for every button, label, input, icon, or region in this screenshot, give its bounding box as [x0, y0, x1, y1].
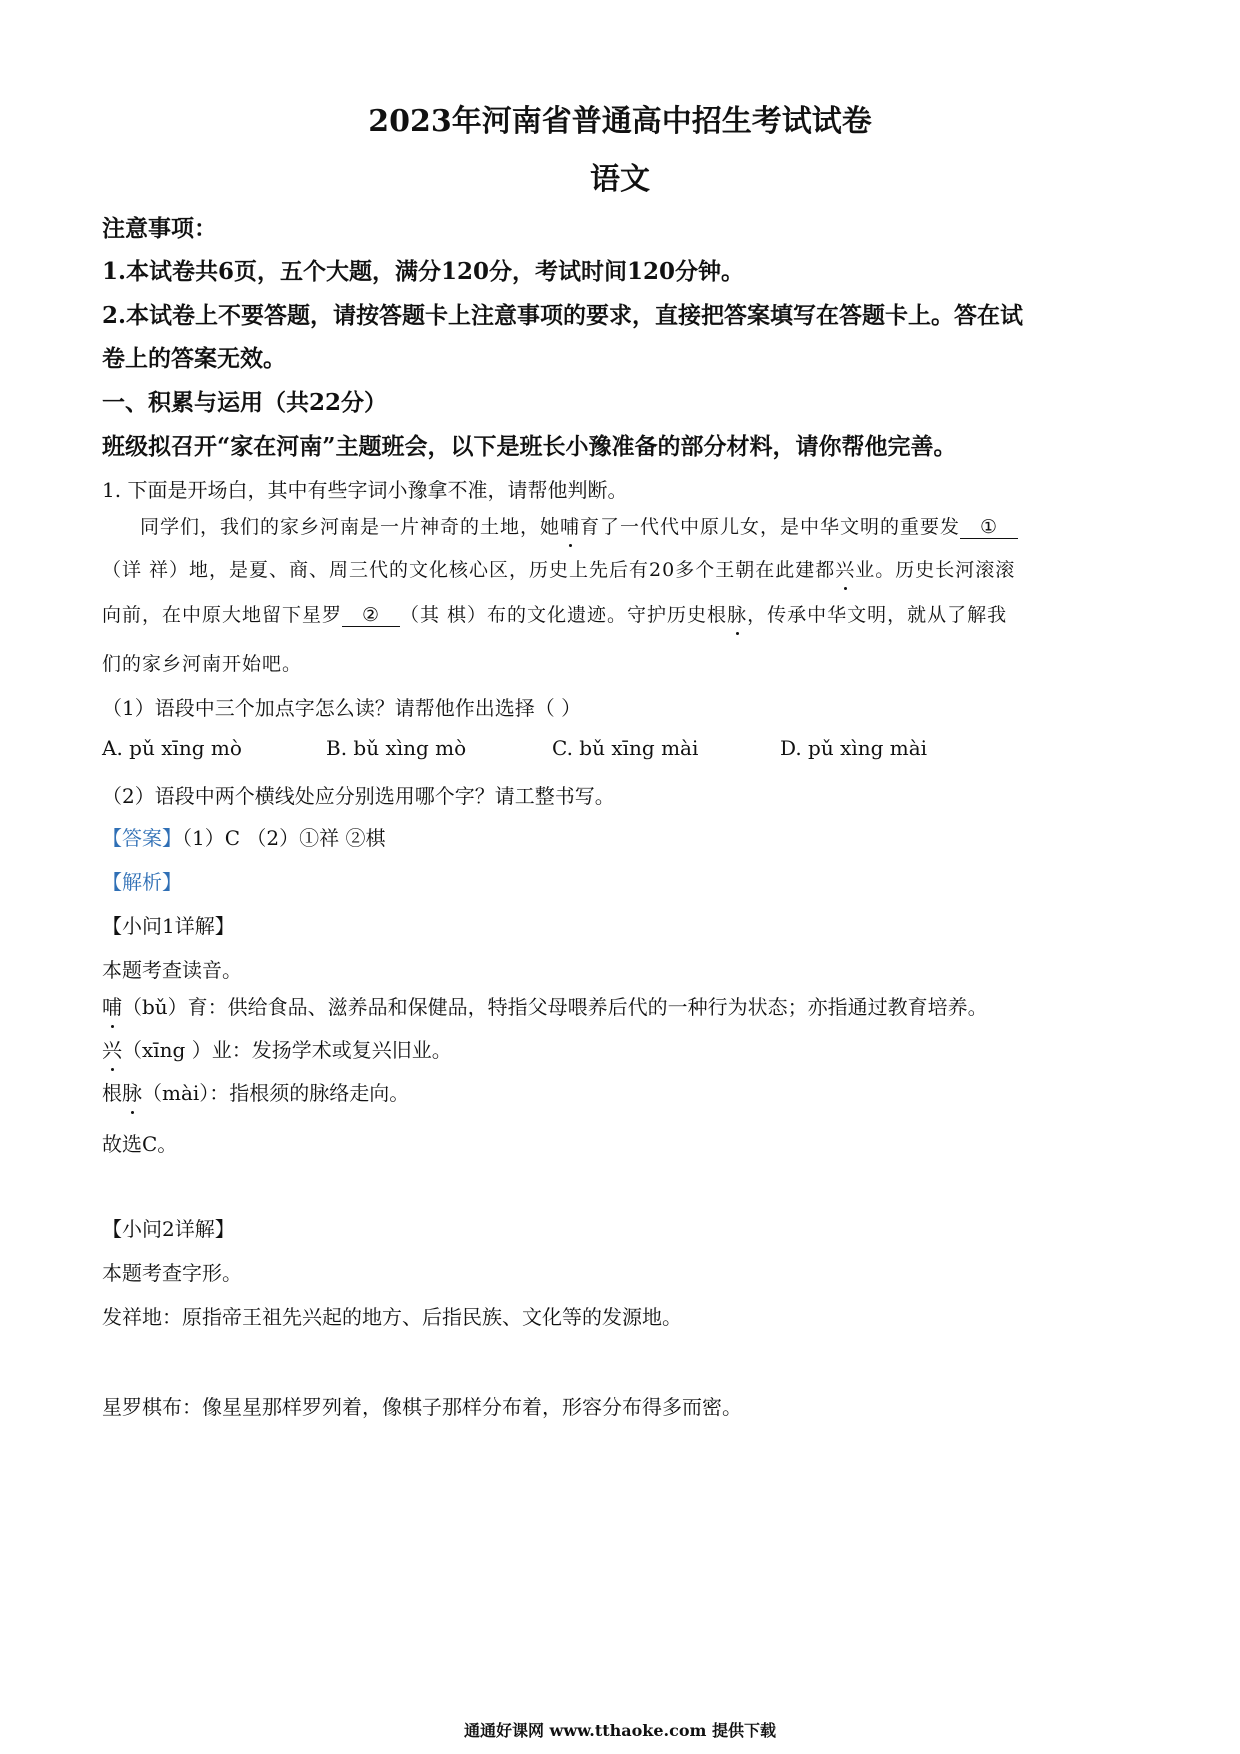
dotted-char: 兴 [835, 555, 855, 582]
passage-line-4: 们的家乡河南开始吧。 [102, 653, 303, 675]
detail-text: （xīng ）业：发扬学术或复兴旧业。 [122, 1038, 452, 1062]
section-heading: 一、积累与运用（共22分） [102, 389, 388, 416]
passage-text: 同学们，我们的家乡河南是一片神奇的土地，她 [140, 516, 561, 538]
footer-text: 通通好课网 www.tthaoke.com 提供下载 [463, 1721, 777, 1740]
detail-text: （mài）：指根须的脉络走向。 [142, 1081, 410, 1105]
blank-2: ② [342, 604, 400, 627]
detail-2-line-1: 本题考查字形。 [102, 1261, 242, 1285]
dotted-char: 脉 [727, 600, 747, 627]
dotted-char: 哺 [560, 512, 580, 539]
passage-text: （详 祥）地，是夏、商、周三代的文化核心区，历史上先后有20多个王朝在此建都 [102, 559, 836, 581]
dotted-char: 哺 [102, 991, 122, 1020]
detail-1-heading: 【小问1详解】 [102, 914, 235, 938]
subject-title: 语文 [590, 162, 650, 197]
section-intro: 班级拟召开“家在河南”主题班会，以下是班长小豫准备的部分材料，请你帮他完善。 [102, 433, 957, 460]
detail-1-line-5: 故选C。 [102, 1132, 178, 1156]
dotted-char: 兴 [102, 1034, 122, 1063]
option-c: C. bǔ xīng mài [552, 736, 699, 760]
answer-line [102, 822, 385, 851]
passage-text: 业。历史长河滚滚 [855, 559, 1016, 581]
exam-title: 2023年河南省普通高中招生考试试卷 [368, 104, 872, 139]
notice-item-1: 1.本试卷共6页，五个大题，满分120分，考试时间120分钟。 [102, 258, 745, 285]
notice-heading: 注意事项： [102, 215, 217, 242]
detail-2-heading: 【小问2详解】 [102, 1217, 235, 1241]
detail-1-line-1: 本题考查读音。 [102, 958, 242, 982]
analysis-tag: 【解析】 [102, 870, 182, 894]
detail-1-line-4 [102, 1077, 409, 1106]
detail-1-line-2 [102, 991, 988, 1020]
detail-2-line-3: 星罗棋布：像星星那样罗列着，像棋子那样分布着，形容分布得多而密。 [102, 1395, 742, 1419]
passage-line-2 [102, 555, 1015, 582]
sub-question-2: （2）语段中两个横线处应分别选用哪个字？请工整书写。 [102, 784, 615, 808]
passage-line-1 [140, 512, 1018, 539]
sub-question-1: （1）语段中三个加点字怎么读？请帮他作出选择（ ） [102, 696, 582, 720]
detail-2-line-2: 发祥地：原指帝王祖先兴起的地方、后指民族、文化等的发源地。 [102, 1305, 682, 1329]
passage-text: ，传承中华文明，就从了解我 [747, 604, 1008, 626]
passage-text: 育了一代代中原儿女，是中华文明的重要发 [580, 516, 961, 538]
passage-text: （其 棋）布的文化遗迹。守护历史根 [400, 604, 728, 626]
detail-text: 根 [102, 1081, 122, 1105]
detail-text: （bǔ）育：供给食品、滋养品和保健品，特指父母喂养后代的一种行为状态；亦指通过教育培养。 [122, 995, 988, 1019]
blank-1: ① [960, 516, 1018, 539]
passage-line-3 [102, 600, 1007, 627]
notice-item-2-line-1: 2.本试卷上不要答题，请按答题卡上注意事项的要求，直接把答案填写在答题卡上。答在试 [102, 302, 1024, 329]
dotted-char: 脉 [122, 1077, 142, 1106]
question-1-stem: 1. 下面是开场白，其中有些字词小豫拿不准，请帮他判断。 [102, 478, 628, 502]
notice-item-2-line-2: 卷上的答案无效。 [102, 345, 286, 372]
answer-text: （1）C （2）①祥 ②棋 [182, 826, 386, 850]
passage-text: 向前，在中原大地留下星罗 [102, 604, 343, 626]
detail-1-line-3 [102, 1034, 452, 1063]
answer-tag: 【答案】 [102, 826, 182, 850]
option-a: A. pǔ xīng mò [102, 736, 242, 760]
option-b: B. bǔ xìng mò [326, 736, 467, 760]
option-d: D. pǔ xìng mài [780, 736, 928, 760]
